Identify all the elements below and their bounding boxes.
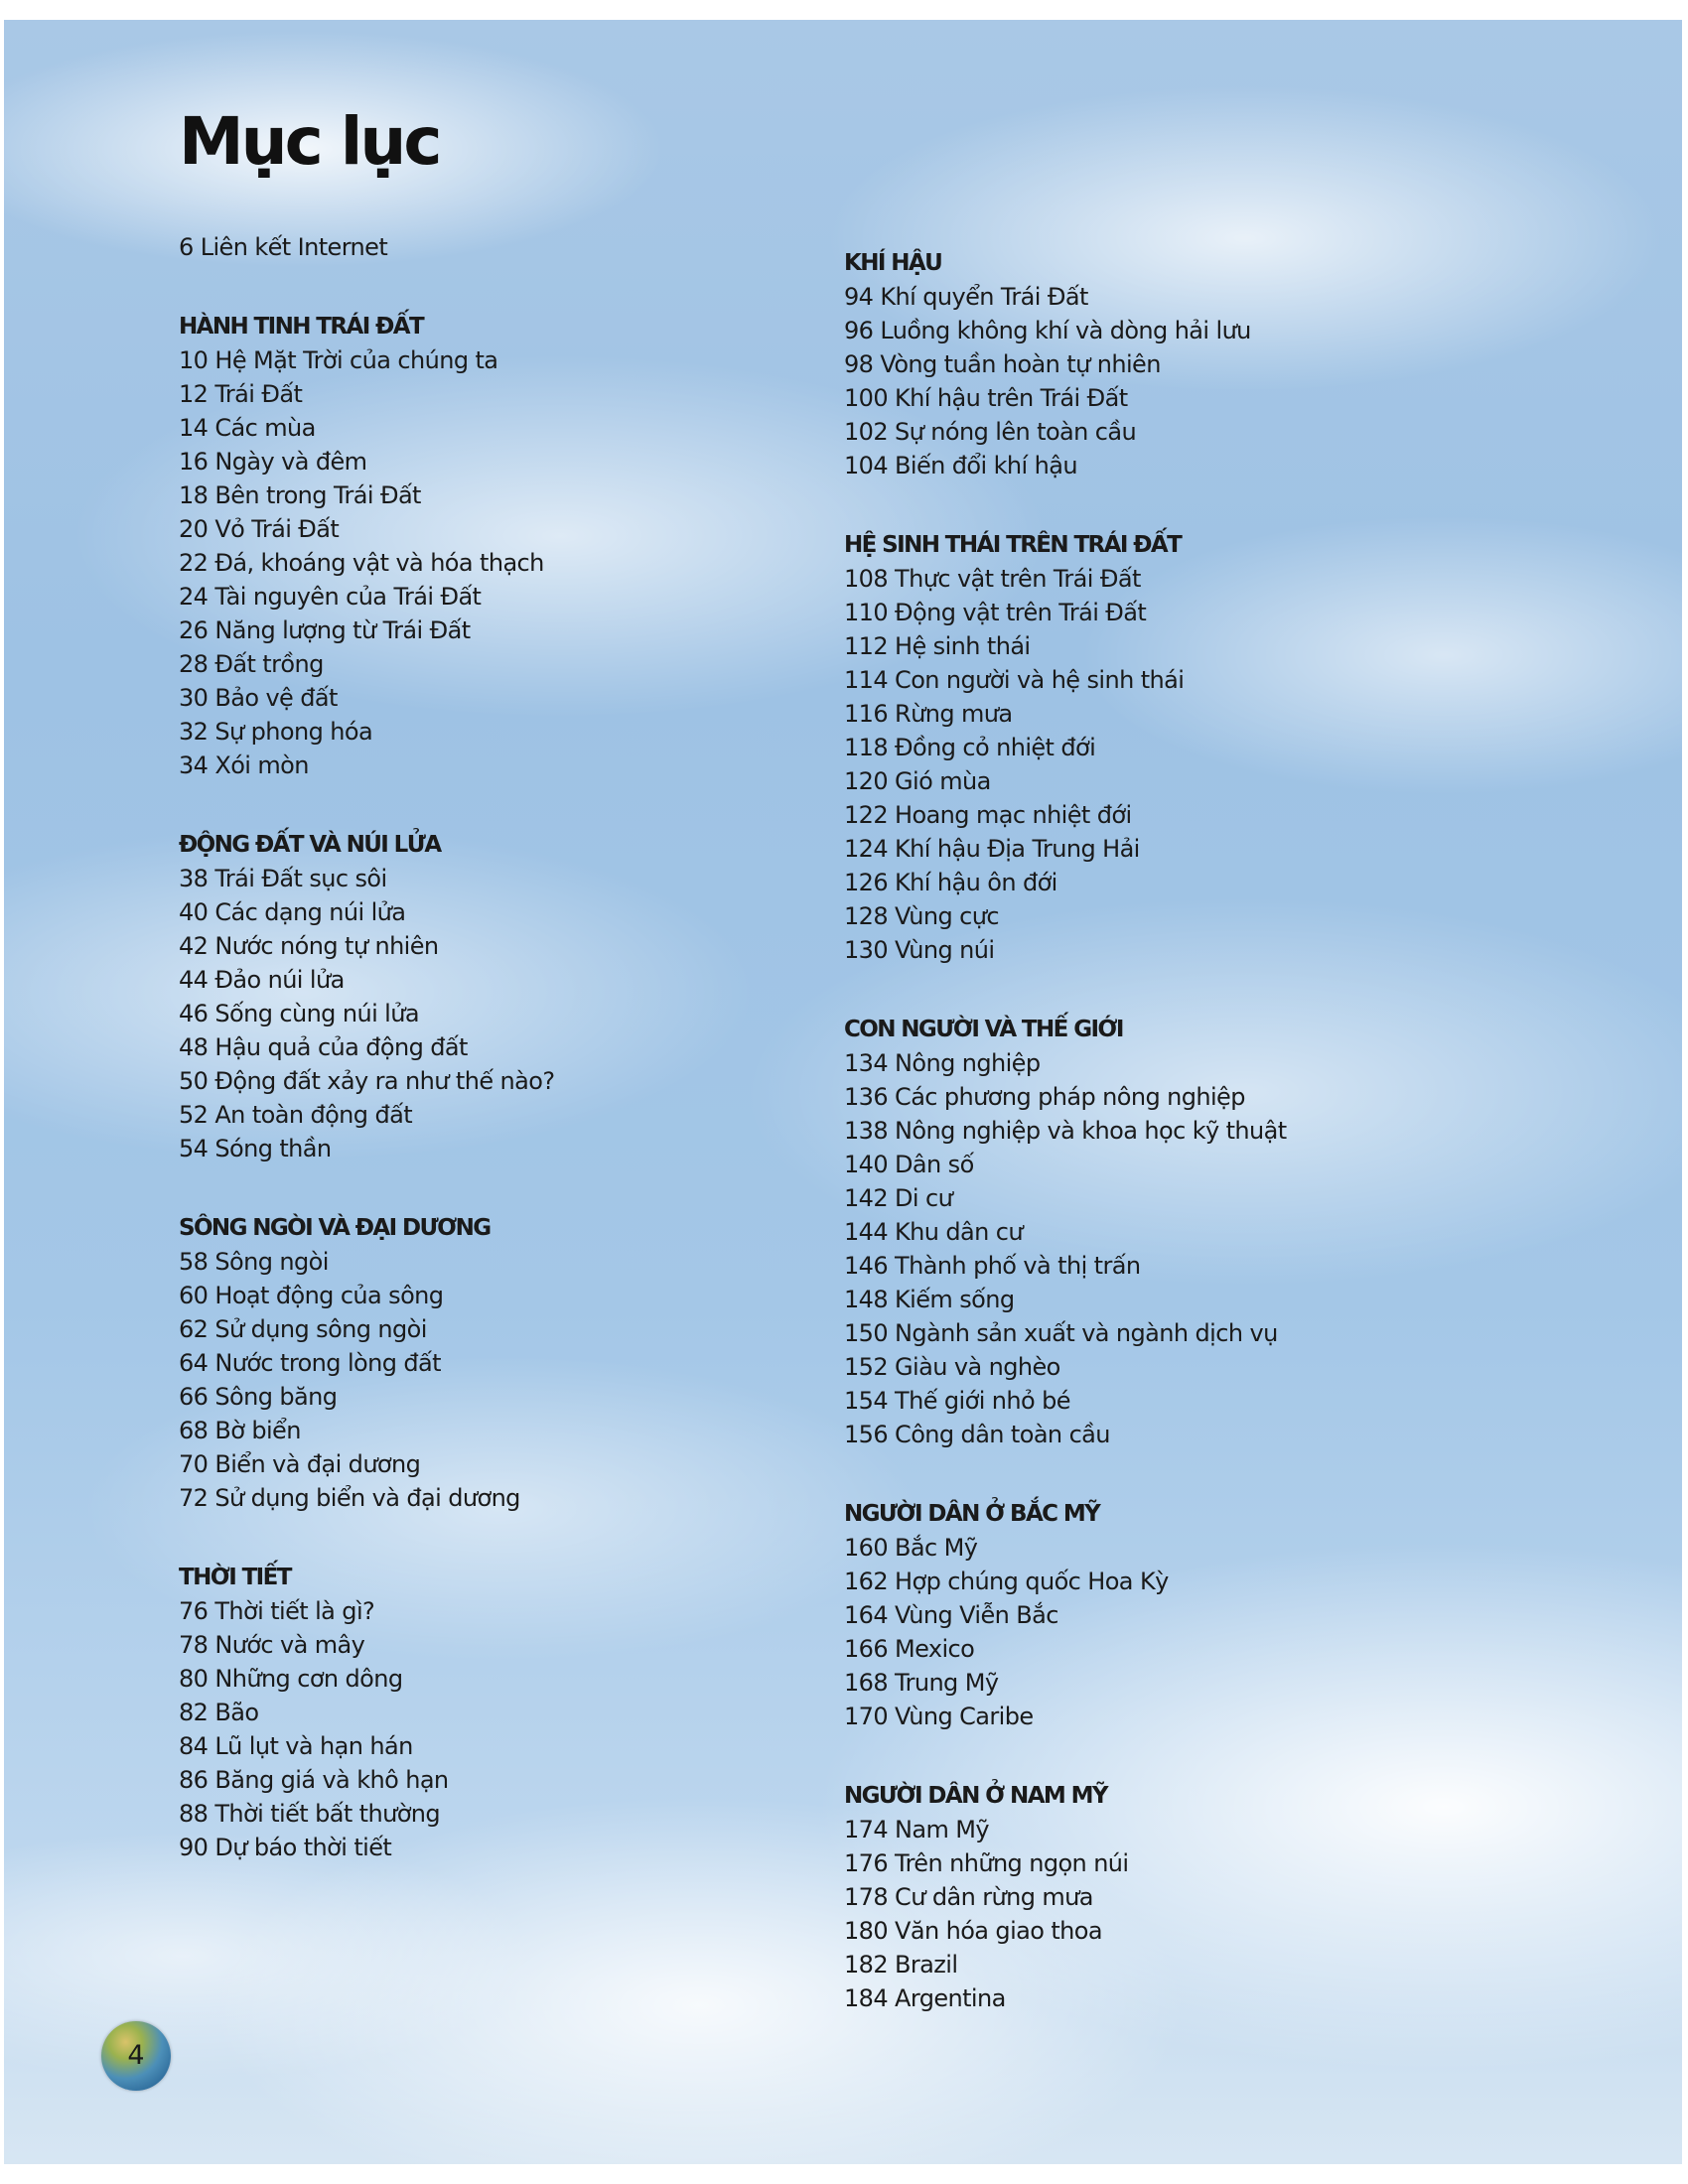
toc-right-column <box>844 230 1599 2015</box>
toc-entry[interactable]: 118 Đồng cỏ nhiệt đới <box>844 734 1096 761</box>
page <box>4 20 1682 2164</box>
toc-section-heading: ĐỘNG ĐẤT VÀ NÚI LỬA <box>179 832 441 858</box>
toc-entry[interactable]: 150 Ngành sản xuất và ngành dịch vụ <box>844 1319 1278 1347</box>
toc-section-dong-dat-va-nui-lua <box>179 828 834 1165</box>
toc-entry[interactable]: 44 Đảo núi lửa <box>179 966 345 994</box>
toc-entry[interactable]: 10 Hệ Mặt Trời của chúng ta <box>179 346 498 374</box>
toc-entry[interactable]: 148 Kiếm sống <box>844 1286 1015 1313</box>
toc-section-heading: HỆ SINH THÁI TRÊN TRÁI ĐẤT <box>844 532 1182 558</box>
toc-entry[interactable]: 64 Nước trong lòng đất <box>179 1349 441 1377</box>
toc-entry[interactable]: 50 Động đất xảy ra như thế nào? <box>179 1067 555 1095</box>
toc-section-hanh-tinh-trai-dat <box>179 310 834 782</box>
toc-entry[interactable]: 182 Brazil <box>844 1951 958 1979</box>
toc-entry[interactable]: 18 Bên trong Trái Đất <box>179 481 421 509</box>
toc-entry[interactable]: 116 Rừng mưa <box>844 700 1013 728</box>
toc-entry[interactable]: 76 Thời tiết là gì? <box>179 1597 375 1625</box>
toc-section-heading: NGƯỜI DÂN Ở NAM MỸ <box>844 1783 1107 1809</box>
toc-entry[interactable]: 184 Argentina <box>844 1984 1006 2012</box>
toc-entry[interactable]: 112 Hệ sinh thái <box>844 632 1031 660</box>
toc-entry[interactable]: 134 Nông nghiệp <box>844 1049 1041 1077</box>
toc-entry[interactable]: 142 Di cư <box>844 1184 953 1212</box>
toc-entry[interactable]: 66 Sông băng <box>179 1383 338 1411</box>
toc-entry[interactable]: 46 Sống cùng núi lửa <box>179 1000 419 1027</box>
toc-entry[interactable]: 146 Thành phố và thị trấn <box>844 1252 1141 1280</box>
toc-entry[interactable]: 42 Nước nóng tự nhiên <box>179 932 439 960</box>
toc-section-heading: HÀNH TINH TRÁI ĐẤT <box>179 314 424 340</box>
page-title: Mục lục <box>179 103 440 180</box>
toc-entry[interactable]: 178 Cư dân rừng mưa <box>844 1883 1093 1911</box>
toc-entry[interactable]: 24 Tài nguyên của Trái Đất <box>179 583 482 611</box>
toc-entry[interactable]: 120 Gió mùa <box>844 767 991 795</box>
toc-entry[interactable]: 78 Nước và mây <box>179 1631 365 1659</box>
toc-section-heading: THỜI TIẾT <box>179 1565 291 1590</box>
toc-entry[interactable]: 160 Bắc Mỹ <box>844 1534 978 1562</box>
toc-section-heading: KHÍ HẬU <box>844 250 942 276</box>
globe-icon <box>101 2021 171 2091</box>
toc-entry[interactable]: 180 Văn hóa giao thoa <box>844 1917 1102 1945</box>
toc-entry[interactable]: 86 Băng giá và khô hạn <box>179 1766 449 1794</box>
toc-entry[interactable]: 90 Dự báo thời tiết <box>179 1834 392 1861</box>
toc-entry[interactable]: 96 Luồng không khí và dòng hải lưu <box>844 317 1251 344</box>
toc-entry[interactable]: 34 Xói mòn <box>179 751 309 779</box>
toc-section-heading: NGƯỜI DÂN Ở BẮC MỸ <box>844 1501 1100 1527</box>
toc-entry[interactable]: 140 Dân số <box>844 1151 974 1178</box>
toc-intro-entry[interactable]: 6 Liên kết Internet <box>179 233 388 261</box>
toc-entry[interactable]: 126 Khí hậu ôn đới <box>844 869 1057 896</box>
toc-entry[interactable]: 82 Bão <box>179 1699 259 1726</box>
toc-entry[interactable]: 30 Bảo vệ đất <box>179 684 338 712</box>
toc-entry[interactable]: 162 Hợp chúng quốc Hoa Kỳ <box>844 1568 1169 1595</box>
toc-entry[interactable]: 16 Ngày và đêm <box>179 448 367 476</box>
toc-entry[interactable]: 110 Động vật trên Trái Đất <box>844 599 1147 626</box>
toc-entry[interactable]: 60 Hoạt động của sông <box>179 1282 444 1309</box>
toc-entry[interactable]: 114 Con người và hệ sinh thái <box>844 666 1185 694</box>
toc-left-column <box>179 230 834 1864</box>
toc-entry[interactable]: 130 Vùng núi <box>844 936 995 964</box>
toc-entry[interactable]: 156 Công dân toàn cầu <box>844 1421 1110 1448</box>
toc-entry[interactable]: 152 Giàu và nghèo <box>844 1353 1060 1381</box>
toc-entry[interactable]: 174 Nam Mỹ <box>844 1816 990 1843</box>
toc-entry[interactable]: 122 Hoang mạc nhiệt đới <box>844 801 1132 829</box>
toc-section-nguoi-dan-o-bac-my <box>844 1497 1599 1733</box>
toc-entry[interactable]: 80 Những cơn dông <box>179 1665 403 1693</box>
toc-entry[interactable]: 170 Vùng Caribe <box>844 1703 1034 1730</box>
toc-entry[interactable]: 138 Nông nghiệp và khoa học kỹ thuật <box>844 1117 1287 1145</box>
toc-entry[interactable]: 154 Thế giới nhỏ bé <box>844 1387 1070 1415</box>
toc-entry[interactable]: 108 Thực vật trên Trái Đất <box>844 565 1141 593</box>
toc-section-he-sinh-thai-tren-trai-dat <box>844 528 1599 967</box>
toc-entry[interactable]: 26 Năng lượng từ Trái Đất <box>179 616 471 644</box>
toc-entry[interactable]: 94 Khí quyển Trái Đất <box>844 283 1088 311</box>
toc-section-thoi-tiet <box>179 1561 834 1864</box>
toc-entry[interactable]: 100 Khí hậu trên Trái Đất <box>844 384 1128 412</box>
toc-entry[interactable]: 128 Vùng cực <box>844 902 999 930</box>
toc-section-nguoi-dan-o-nam-my <box>844 1779 1599 2015</box>
toc-entry[interactable]: 88 Thời tiết bất thường <box>179 1800 441 1828</box>
toc-entry[interactable]: 102 Sự nóng lên toàn cầu <box>844 418 1137 446</box>
toc-entry[interactable]: 48 Hậu quả của động đất <box>179 1033 468 1061</box>
toc-entry[interactable]: 166 Mexico <box>844 1635 975 1663</box>
toc-entry[interactable]: 20 Vỏ Trái Đất <box>179 515 340 543</box>
toc-entry[interactable]: 144 Khu dân cư <box>844 1218 1024 1246</box>
toc-entry[interactable]: 38 Trái Đất sục sôi <box>179 865 387 892</box>
toc-entry[interactable]: 32 Sự phong hóa <box>179 718 373 746</box>
page-number: 4 <box>127 2040 145 2071</box>
toc-section-khi-hau <box>844 246 1599 482</box>
toc-entry[interactable]: 124 Khí hậu Địa Trung Hải <box>844 835 1140 863</box>
toc-section-con-nguoi-va-the-gioi <box>844 1013 1599 1451</box>
toc-entry[interactable]: 52 An toàn động đất <box>179 1101 413 1129</box>
toc-section-heading: CON NGƯỜI VÀ THẾ GIỚI <box>844 1017 1123 1042</box>
toc-entry[interactable]: 28 Đất trồng <box>179 650 324 678</box>
toc-entry[interactable]: 22 Đá, khoáng vật và hóa thạch <box>179 549 544 577</box>
toc-entry[interactable]: 72 Sử dụng biển và đại dương <box>179 1484 520 1512</box>
toc-entry[interactable]: 84 Lũ lụt và hạn hán <box>179 1732 413 1760</box>
toc-entry[interactable]: 40 Các dạng núi lửa <box>179 898 406 926</box>
toc-entry[interactable]: 104 Biến đổi khí hậu <box>844 452 1077 479</box>
toc-entry[interactable]: 68 Bờ biển <box>179 1417 301 1444</box>
toc-entry[interactable]: 168 Trung Mỹ <box>844 1669 999 1697</box>
toc-entry[interactable]: 14 Các mùa <box>179 414 316 442</box>
toc-section-song-ngoi-va-dai-duong <box>179 1211 834 1515</box>
toc-entry[interactable]: 54 Sóng thần <box>179 1135 332 1162</box>
toc-entry[interactable]: 98 Vòng tuần hoàn tự nhiên <box>844 350 1161 378</box>
toc-entry[interactable]: 58 Sông ngòi <box>179 1248 329 1276</box>
toc-entry[interactable]: 12 Trái Đất <box>179 380 303 408</box>
toc-entry[interactable]: 164 Vùng Viễn Bắc <box>844 1601 1058 1629</box>
toc-entry[interactable]: 136 Các phương pháp nông nghiệp <box>844 1083 1245 1111</box>
toc-entry[interactable]: 176 Trên những ngọn núi <box>844 1849 1129 1877</box>
toc-section-heading: SÔNG NGÒI VÀ ĐẠI DƯƠNG <box>179 1215 491 1241</box>
toc-entry[interactable]: 70 Biển và đại dương <box>179 1450 421 1478</box>
toc-entry[interactable]: 62 Sử dụng sông ngòi <box>179 1315 427 1343</box>
